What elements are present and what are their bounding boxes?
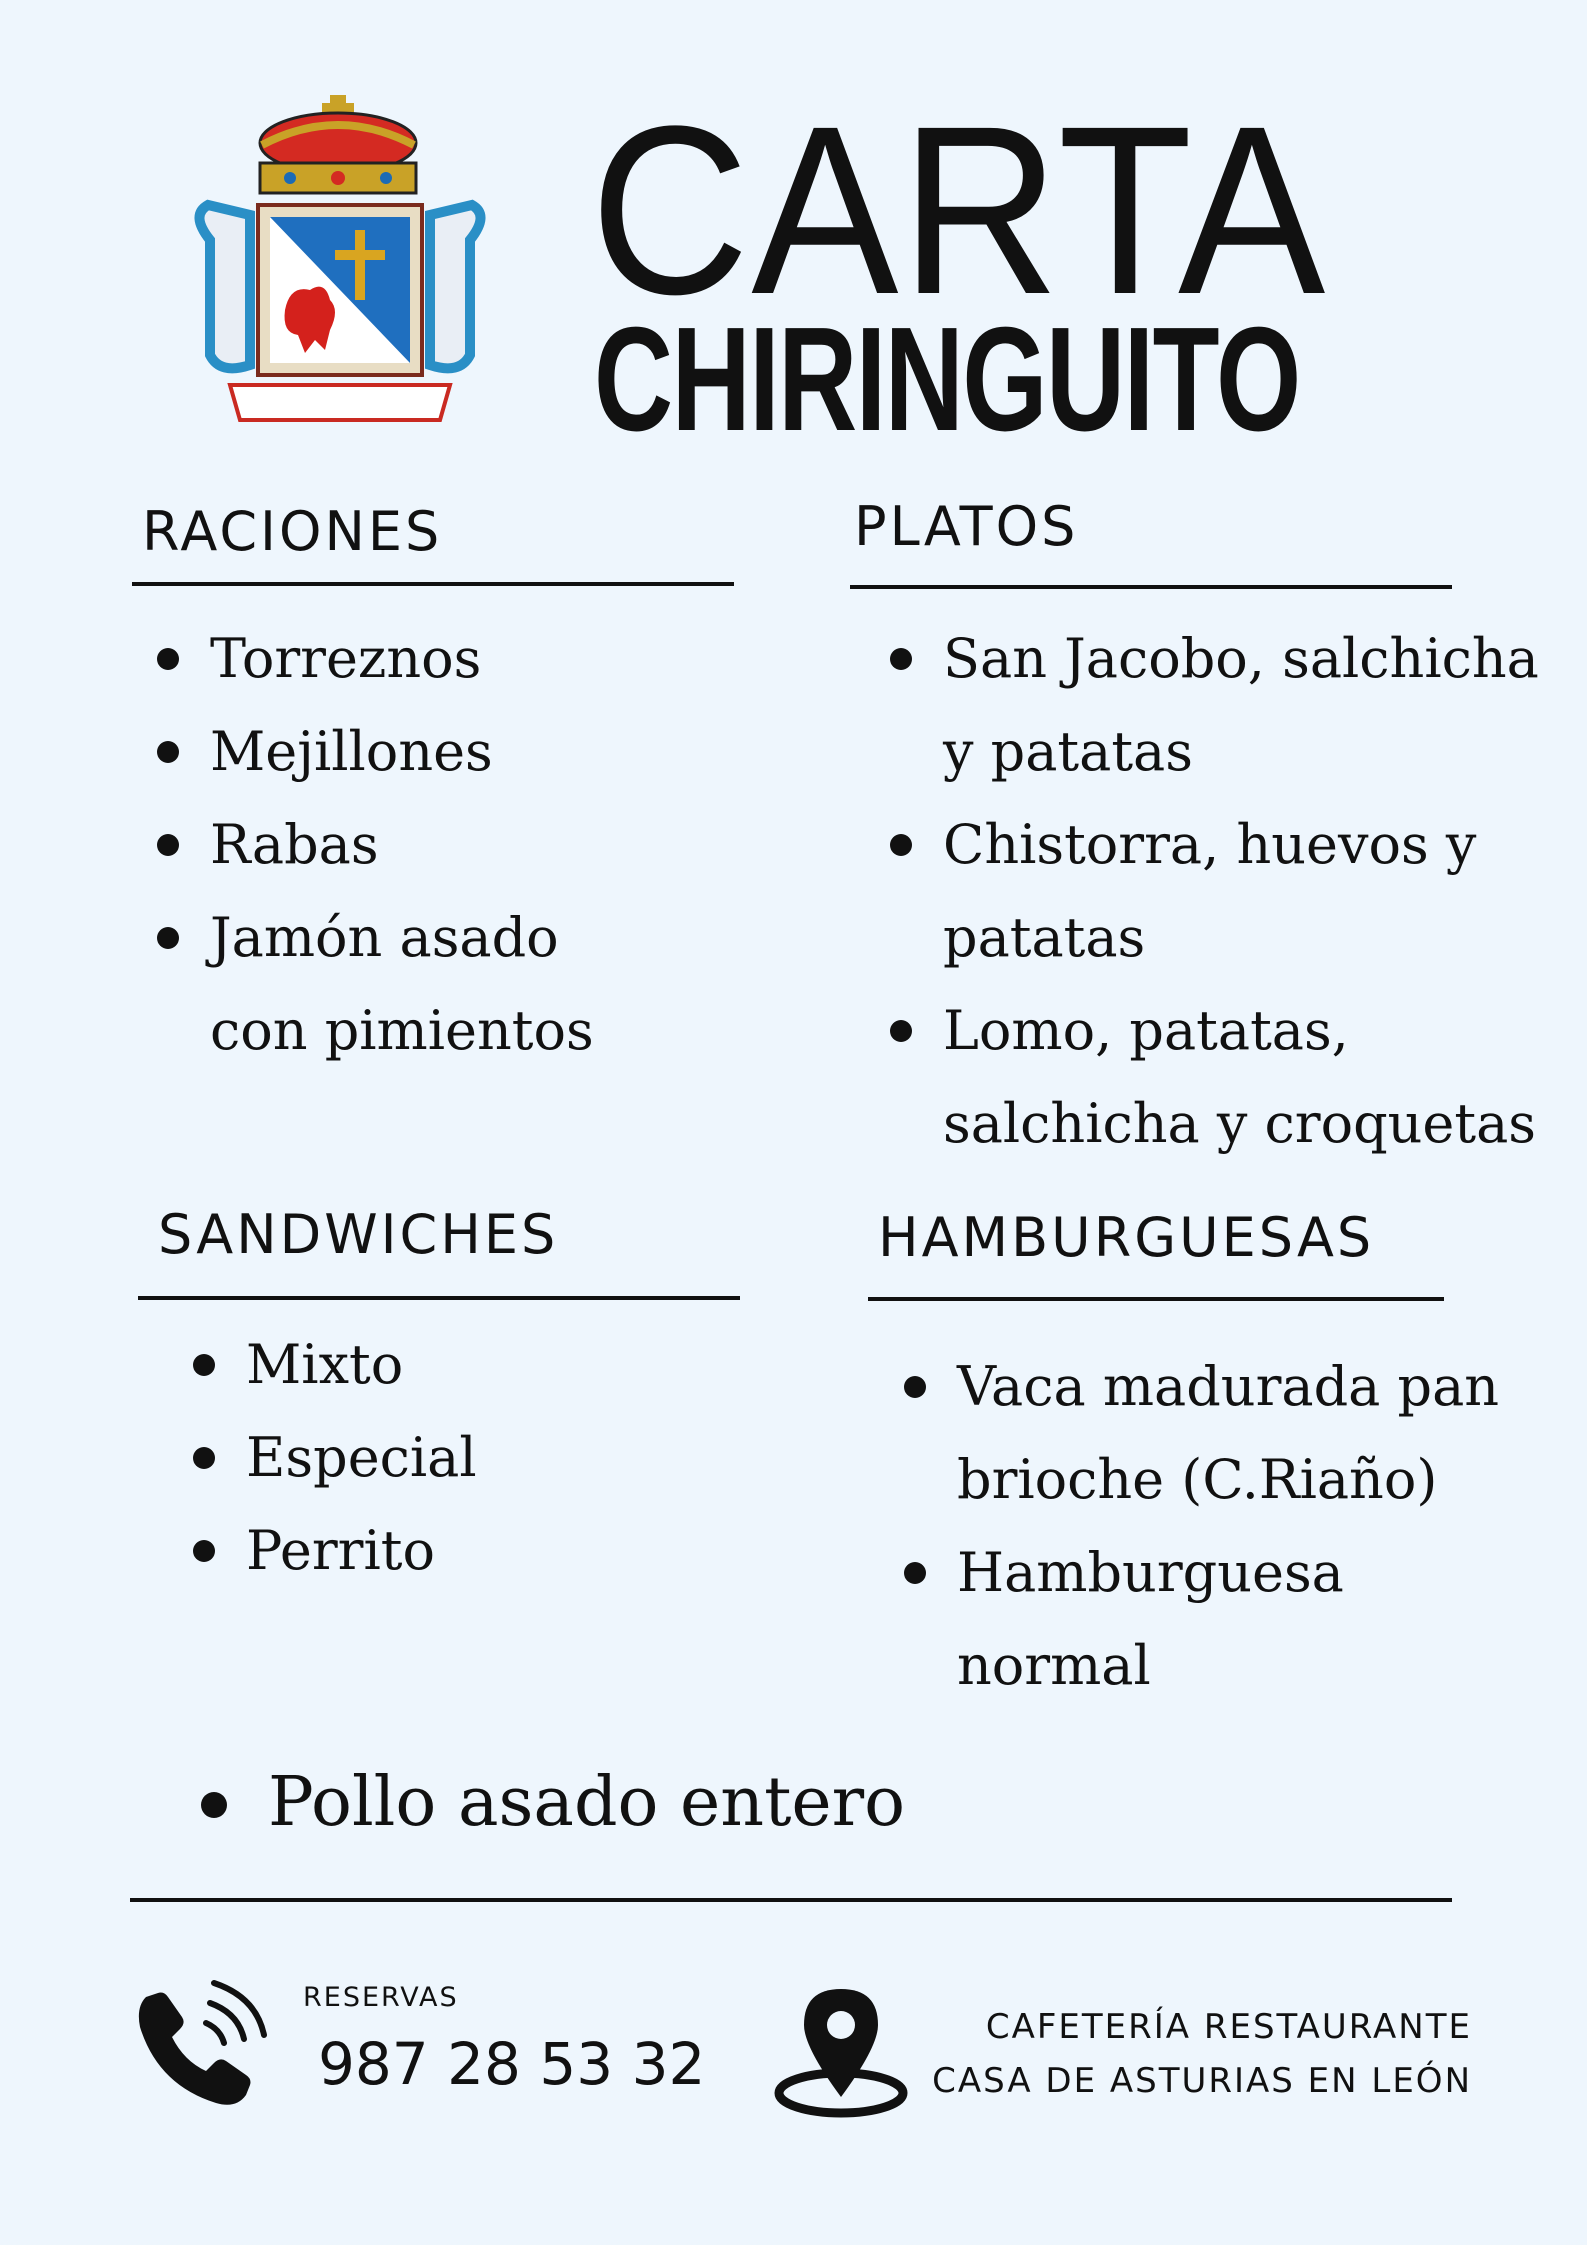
menu-subtitle: CHIRINGUITO [594, 297, 1300, 462]
raciones-list [210, 612, 630, 1077]
coat-of-arms-icon [190, 95, 490, 445]
list-item: Chistorra, huevos y patatas [943, 798, 1543, 984]
address-line: CASA DE ASTURIAS EN LEÓN [932, 2061, 1472, 2101]
reservations-label: RESERVAS [303, 1982, 459, 2013]
location-pin-icon [774, 1985, 909, 2120]
list-item: Jamón asado con pimientos [210, 891, 630, 1077]
list-item: Especial [246, 1411, 666, 1504]
list-item: Torreznos [210, 612, 630, 705]
section-title-sandwiches: SANDWICHES [158, 1203, 559, 1266]
section-title-hamburguesas: HAMBURGUESAS [878, 1206, 1375, 1269]
list-item: Mixto [246, 1318, 666, 1411]
list-item: Mejillones [210, 705, 630, 798]
address [920, 2000, 1472, 2108]
list-item: Perrito [246, 1504, 666, 1597]
list-item: Hamburguesa normal [957, 1526, 1517, 1712]
section-title-raciones: RACIONES [142, 500, 443, 563]
footer-divider [130, 1898, 1452, 1902]
list-item: Vaca madurada pan brioche (C.Riaño) [957, 1340, 1517, 1526]
hamburguesas-list [957, 1340, 1517, 1712]
menu-title: CARTA [590, 76, 1328, 344]
list-item: Lomo, patatas, salchicha y croquetas [943, 984, 1543, 1170]
list-item: San Jacobo, salchicha y patatas [943, 612, 1543, 798]
platos-list [943, 612, 1543, 1170]
address-line: CAFETERÍA RESTAURANTE [985, 2007, 1472, 2047]
section-title-platos: PLATOS [854, 495, 1079, 558]
divider [138, 1296, 740, 1300]
list-item: Rabas [210, 798, 630, 891]
list-item: Pollo asado entero [268, 1755, 1168, 1851]
divider [868, 1297, 1444, 1301]
extra-list [268, 1755, 1168, 1851]
sandwiches-list [246, 1318, 666, 1597]
phone-number: 987 28 53 32 [318, 2030, 706, 2098]
divider [850, 585, 1452, 589]
phone-icon [128, 1975, 268, 2115]
coat-of-arms-logo [190, 95, 490, 445]
divider [132, 582, 734, 586]
